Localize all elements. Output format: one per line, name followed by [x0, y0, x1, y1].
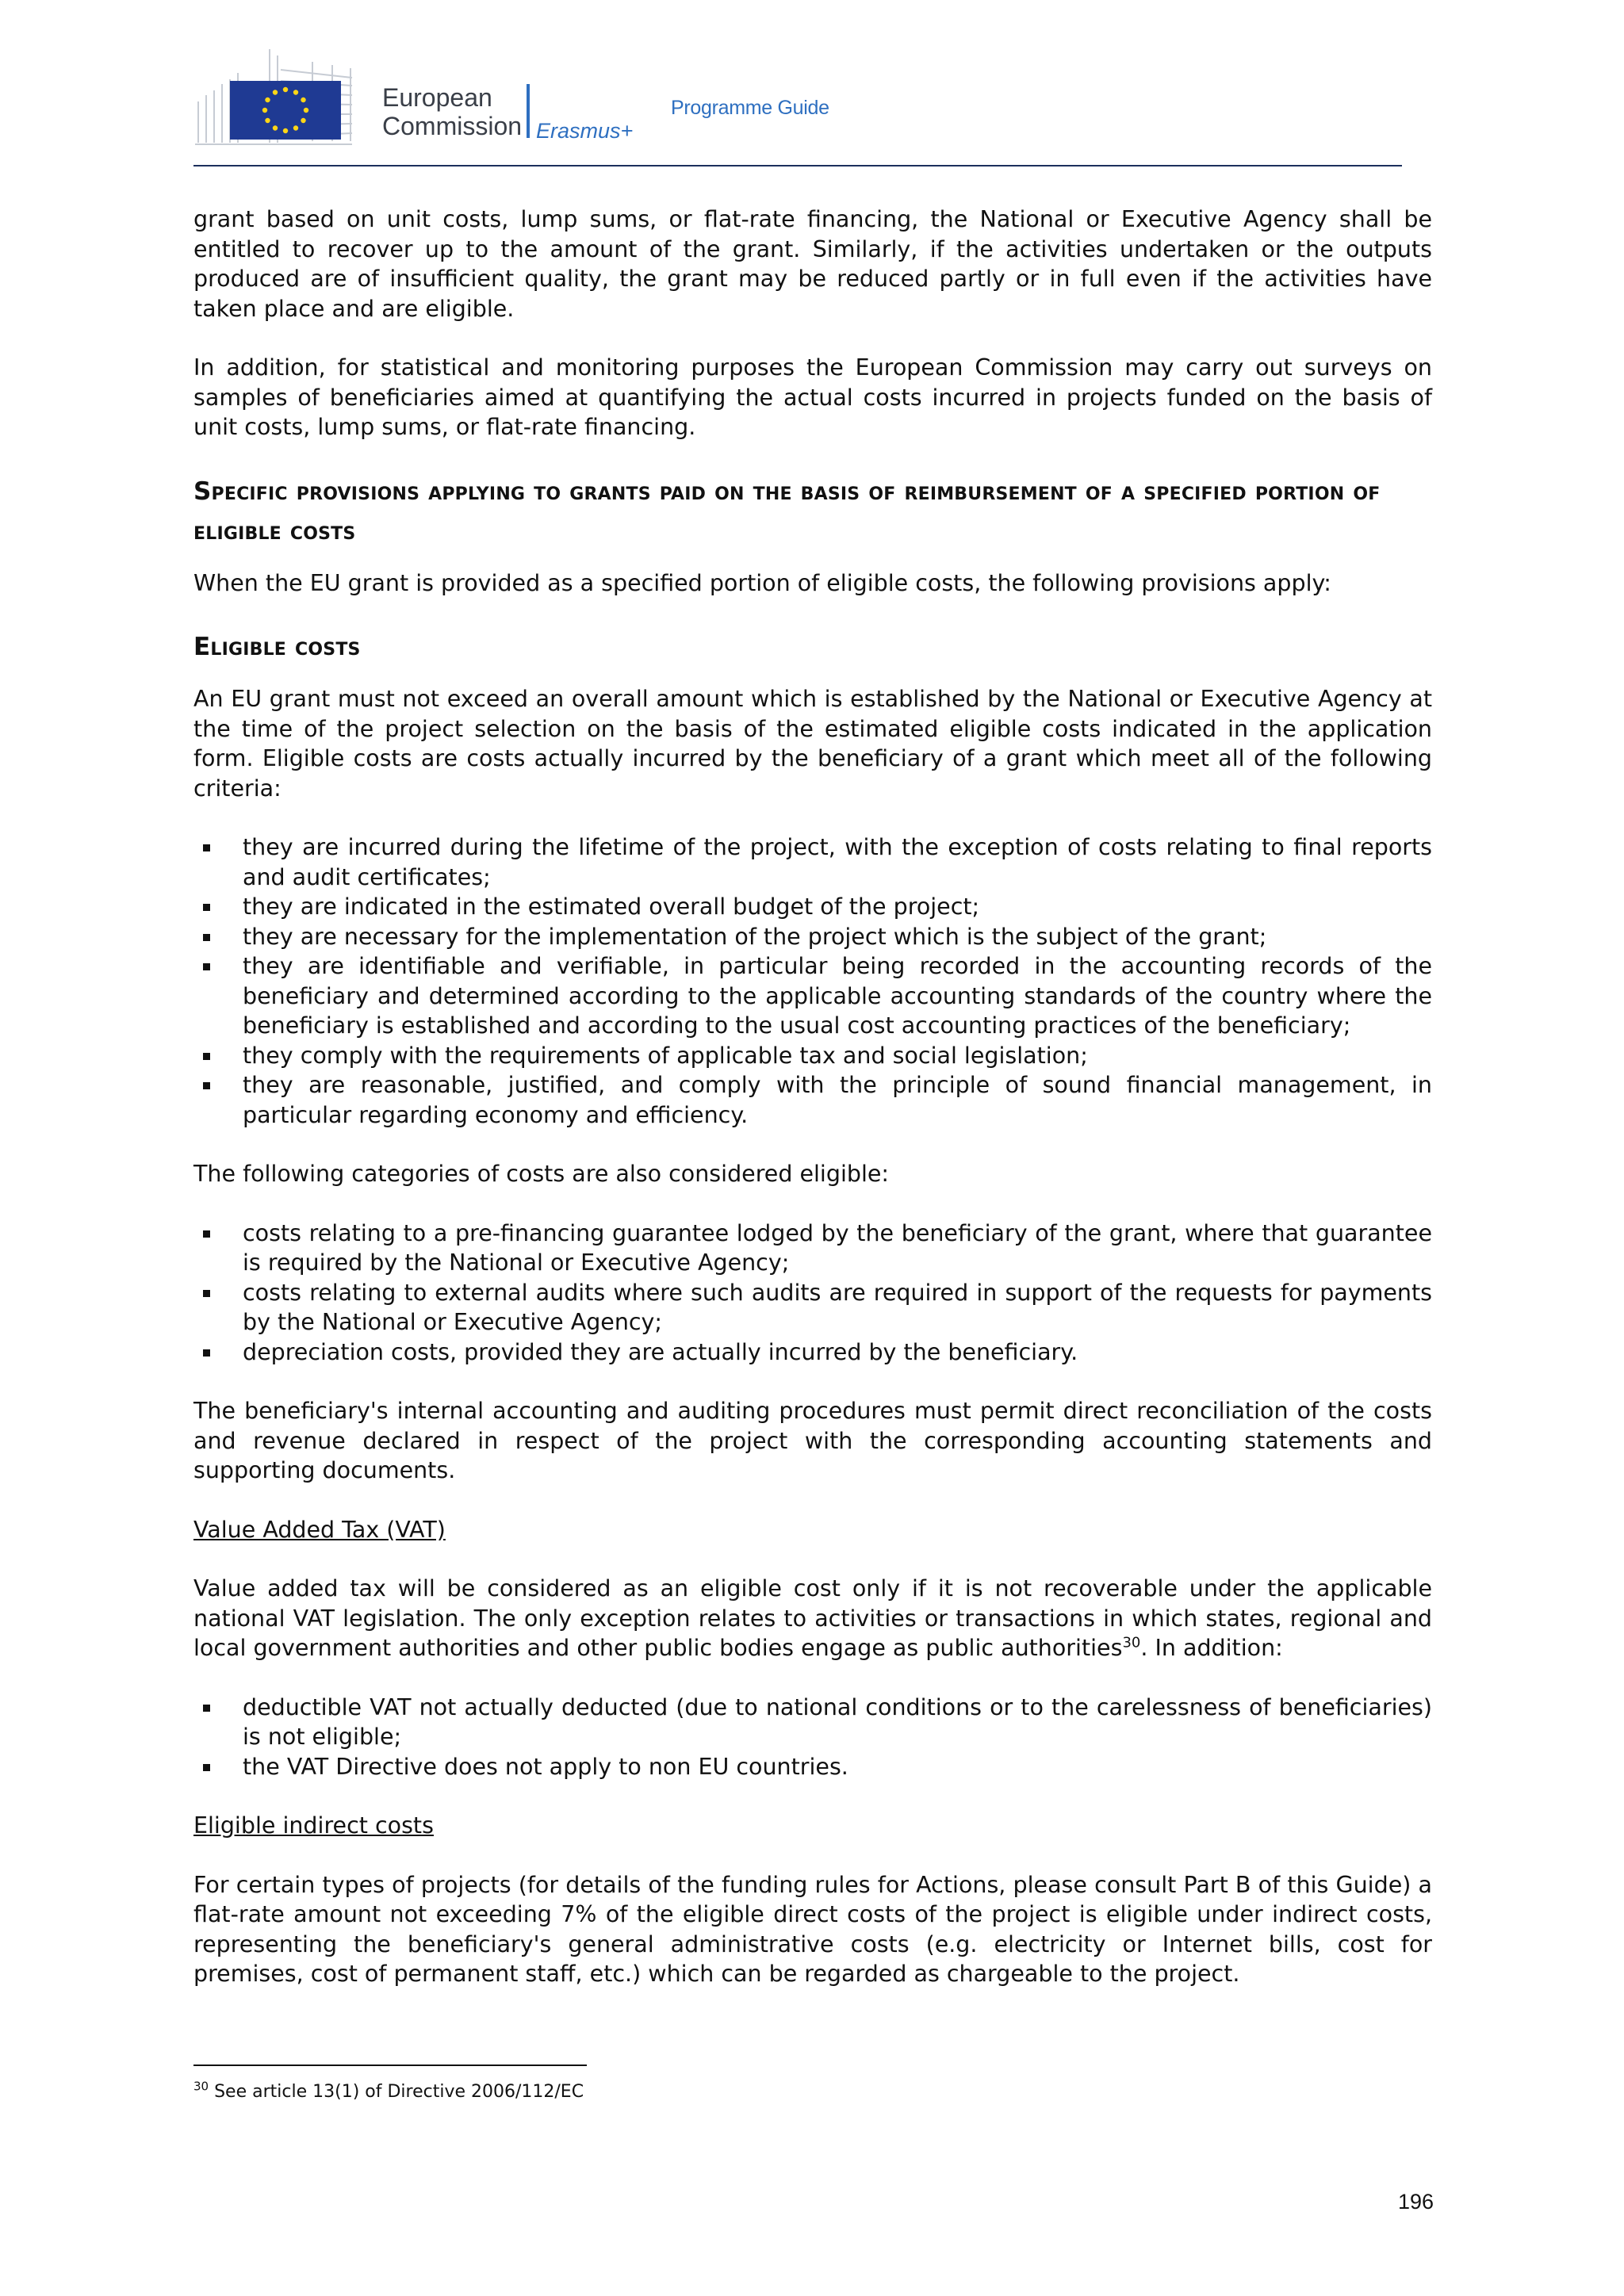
list-item: they are indicated in the estimated overall budget of the project; [193, 892, 1432, 922]
programme-guide-label: Programme Guide [671, 97, 829, 119]
page-number: 196 [1397, 2190, 1434, 2214]
square-bullet-icon [203, 1082, 210, 1089]
square-bullet-icon [203, 1290, 210, 1297]
list-item: they are identifiable and verifiable, in particular being recorded in the accounting records of the beneficiary and determined according to the applicable accounting standards of the country where the beneficiary is established and according to the usual cost accounting practices of the beneficiary; [193, 951, 1432, 1041]
footnote-separator [193, 2064, 587, 2066]
square-bullet-icon [203, 844, 210, 851]
section-heading: Specific provisions applying to grants paid on the basis of reimbursement of a specified portion of eligible costs [193, 476, 1381, 545]
paragraph: In addition, for statistical and monitoring purposes the European Commission may carry out surveys on samples of beneficiaries aimed at quantifying the actual costs incurred in projects funded on the basis of unit costs, lump sums, or flat-rate financing. [193, 354, 1432, 440]
paragraph: The following categories of costs are also considered eligible: [193, 1161, 890, 1187]
square-bullet-icon [203, 1230, 210, 1238]
list-item: costs relating to a pre-financing guarantee lodged by the beneficiary of the grant, where that guarantee is required by the National or Executive Agency; [193, 1219, 1432, 1278]
vat-list [193, 1693, 1432, 1782]
square-bullet-icon [203, 1053, 210, 1060]
page-header [193, 46, 1402, 165]
paragraph: For certain types of projects (for details of the funding rules for Actions, please consult Part B of this Guide) a flat-rate amount not exceeding 7% of the eligible direct costs of the project is eligible under indirect costs, representing the beneficiary's general administrative costs (e.g. electricity or Internet bills, cost for premises, cost of permanent staff, etc.) which can be regarded as chargeable to the project. [193, 1871, 1432, 1987]
square-bullet-icon [203, 1764, 210, 1771]
european-commission-logo [193, 46, 638, 149]
indirect-costs-subheading: Eligible indirect costs [193, 1812, 434, 1839]
svg-text:Erasmus+: Erasmus+ [536, 119, 634, 143]
svg-text:Commission: Commission [382, 112, 523, 140]
paragraph: When the EU grant is provided as a specified portion of eligible costs, the following provisions apply: [193, 569, 1331, 596]
paragraph: An EU grant must not exceed an overall amount which is established by the National or Executive Agency at the time of the project selection on the basis of the estimated eligible costs indicated in the application form. Eligible costs are costs actually incurred by the beneficiary of a grant which meet all of the following criteria: [193, 686, 1432, 802]
square-bullet-icon [203, 1349, 210, 1357]
eligibility-criteria-list [193, 832, 1432, 1130]
list-item: they are incurred during the lifetime of the project, with the exception of costs relating to final reports and audit certificates; [193, 832, 1432, 892]
document-body [193, 205, 1432, 2019]
svg-text:European: European [382, 83, 492, 112]
eligible-categories-list [193, 1219, 1432, 1368]
footnote-number: 30 [193, 2079, 209, 2094]
square-bullet-icon [203, 934, 210, 941]
list-item: depreciation costs, provided they are actually incurred by the beneficiary. [193, 1337, 1432, 1368]
list-item: costs relating to external audits where such audits are required in support of the requests for payments by the National or Executive Agency; [193, 1278, 1432, 1337]
list-item: they comply with the requirements of applicable tax and social legislation; [193, 1041, 1432, 1071]
paragraph: The beneficiary's internal accounting and auditing procedures must permit direct reconciliation of the costs and revenue declared in respect of the project with the corresponding accounting statements and supporting documents. [193, 1398, 1432, 1483]
square-bullet-icon [203, 904, 210, 911]
square-bullet-icon [203, 1705, 210, 1712]
square-bullet-icon [203, 963, 210, 970]
footnote [193, 2079, 584, 2102]
list-item: the VAT Directive does not apply to non EU countries. [193, 1752, 1432, 1782]
list-item: deductible VAT not actually deducted (due to national conditions or to the carelessness of beneficiaries) is not eligible; [193, 1693, 1432, 1752]
footnote-text: See article 13(1) of Directive 2006/112/EC [214, 2082, 584, 2102]
paragraph: grant based on unit costs, lump sums, or flat-rate financing, the National or Executive Agency shall be entitled to recover up to the amount of the grant. Similarly, if the activities undertaken or the outputs produced are of insufficient quality, the grant may be reduced partly or in full even if the activities have taken place and are eligible. [193, 206, 1432, 322]
vat-subheading: Value Added Tax (VAT) [193, 1516, 446, 1543]
list-item: they are reasonable, justified, and comply with the principle of sound financial management, in particular regarding economy and efficiency. [193, 1070, 1432, 1130]
list-item: they are necessary for the implementation of the project which is the subject of the grant; [193, 922, 1432, 952]
header-rule [193, 165, 1402, 166]
paragraph: Value added tax will be considered as an eligible cost only if it is not recoverable under the applicable national VAT legislation. The only exception relates to activities or transactions in which states, regional and local government authorities and other public bodies engage as public authorities$^{30}$. In addition: [193, 1575, 1432, 1661]
footnote-reference[interactable]: 30 [1122, 1634, 1141, 1651]
section-heading: Eligible costs [193, 633, 361, 661]
